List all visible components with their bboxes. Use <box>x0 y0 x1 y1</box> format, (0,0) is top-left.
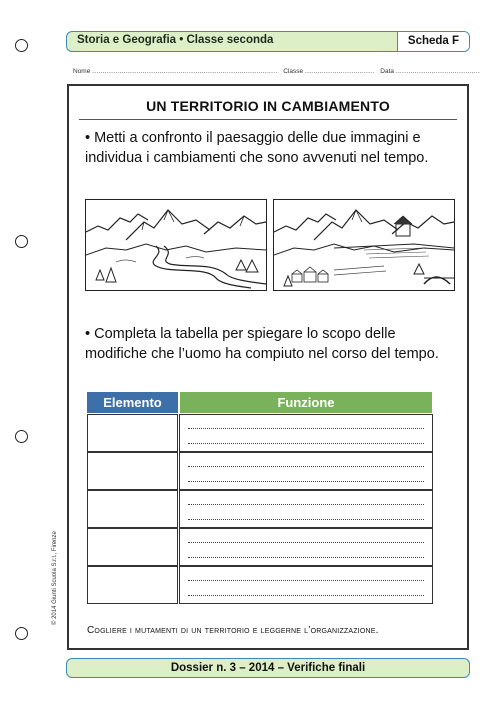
learning-objective: Cogliere i mutamenti di un territorio e leggerne l’organizzazione. <box>87 625 379 636</box>
write-line[interactable] <box>188 428 424 430</box>
classe-field[interactable]: ................................. <box>304 68 375 75</box>
funzione-cell[interactable] <box>179 490 433 528</box>
instruction-compare: • Metti a confronto il paesaggio delle due immagini e individua i cambiamenti che sono avvenuti nel tempo. <box>85 130 429 166</box>
exercise-title: UN TERRITORIO IN CAMBIAMENTO <box>146 98 390 114</box>
write-line[interactable] <box>188 580 424 582</box>
funzione-cell[interactable] <box>179 528 433 566</box>
header-funzione: Funzione <box>180 392 432 413</box>
student-fields <box>73 68 480 75</box>
elemento-cell[interactable] <box>87 566 178 604</box>
elemento-cell[interactable] <box>87 528 178 566</box>
write-line[interactable] <box>188 519 424 521</box>
data-field[interactable]: ........................................ <box>395 68 481 75</box>
binder-hole <box>15 39 28 52</box>
write-line[interactable] <box>188 557 424 559</box>
instruction-table: • Completa la tabella per spiegare lo scopo delle modifiche che l’uomo ha compiuto nel corso del tempo. <box>85 326 439 362</box>
write-line[interactable] <box>188 595 424 597</box>
sheet-label: Scheda F <box>398 32 469 51</box>
funzione-cell[interactable] <box>179 452 433 490</box>
copyright-note: © 2014 Giunti Scuola S.r.l., Firenze <box>52 531 58 625</box>
binder-hole <box>15 430 28 443</box>
funzione-cell[interactable] <box>179 414 433 452</box>
title-rule <box>79 119 457 120</box>
classe-label: Classe <box>283 68 304 75</box>
footer-bar: Dossier n. 3 – 2014 – Verifiche finali <box>66 658 470 678</box>
elemento-cell[interactable] <box>87 490 178 528</box>
nome-label: Nome <box>73 68 91 75</box>
data-label: Data <box>380 68 395 75</box>
binder-hole <box>15 627 28 640</box>
funzione-cell[interactable] <box>179 566 433 604</box>
landscape-before-image <box>85 199 267 291</box>
elemento-cell[interactable] <box>87 414 178 452</box>
binder-hole <box>15 235 28 248</box>
subject-title: Storia e Geografia • Classe seconda <box>77 34 274 46</box>
header-bar <box>66 31 470 52</box>
write-line[interactable] <box>188 481 424 483</box>
elemento-cell[interactable] <box>87 452 178 490</box>
landscape-after-image <box>273 199 455 291</box>
write-line[interactable] <box>188 504 424 506</box>
write-line[interactable] <box>188 443 424 445</box>
exercise-box <box>67 84 469 650</box>
header-elemento: Elemento <box>87 392 178 413</box>
nome-field[interactable]: ........................................................................................ <box>92 68 278 75</box>
write-line[interactable] <box>188 542 424 544</box>
write-line[interactable] <box>188 466 424 468</box>
table-header <box>87 392 432 413</box>
